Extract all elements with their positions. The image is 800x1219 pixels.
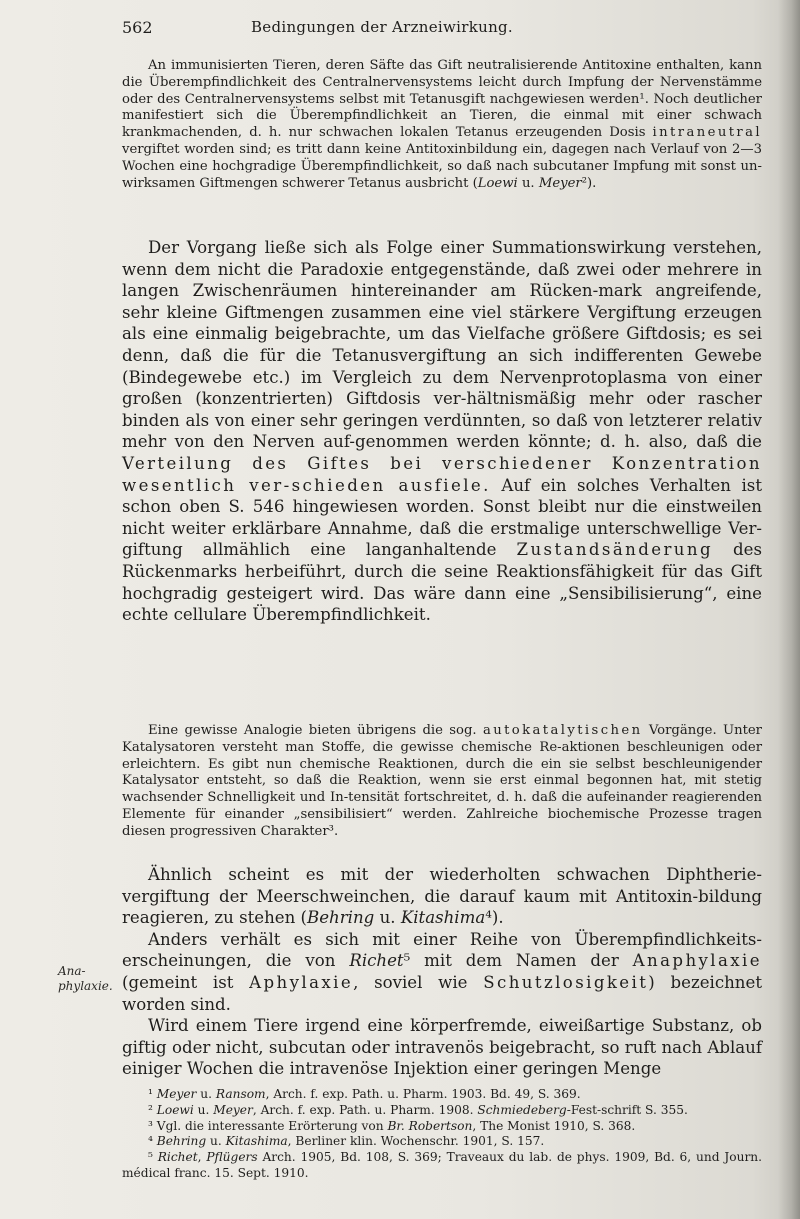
text: ⁵ mit dem Namen der <box>403 951 633 971</box>
text: An immunisierten Tieren, deren Säfte das Gift neutralisierende Antitoxine enthalten, kann die Überempfindlichkeit des Centralnervensystems leicht durch Impfung der Nervenstämme oder des Centralnervensystems selbst mit Tetanusgift nachgewiesen werden¹. Noch deutlicher manifestiert sich die Überempfindlichkeit an Tieren, die einmal mit einer schwach krankmachenden, d. h. nur schwachen lokalen Tetanus erzeugenden Dosis <box>122 58 762 141</box>
spaced-term: intraneutral <box>652 125 762 141</box>
author-name: Kitashima <box>225 1134 288 1149</box>
paragraph-autokatalyse <box>122 723 762 841</box>
text: , Berliner klin. Wochenschr. 1901, S. 157. <box>287 1134 545 1149</box>
text: ⁴). <box>485 908 504 928</box>
text: (gemeint ist <box>122 972 250 992</box>
author-name: Kitashima <box>400 908 486 928</box>
paragraph-diphtherie <box>122 864 762 1080</box>
text: , <box>197 1150 207 1165</box>
author-name: Pflügers <box>206 1150 258 1165</box>
text: -Fest-schrift S. 355. <box>566 1102 688 1117</box>
text: Arch. 1905, Bd. 108, S. 369; Traveaux du lab. de phys. 1909, Bd. 6, und Journ. médical franc. 15. Sept. 1910. <box>122 1150 763 1180</box>
text: u. <box>196 1087 216 1101</box>
footnote-number: ¹ <box>148 1087 153 1101</box>
footnote-2 <box>122 1103 762 1119</box>
spaced-term: autokatalytischen <box>482 723 643 738</box>
page-header <box>122 18 642 40</box>
text: Wird einem Tiere irgend eine körperfremde, eiweißartige Substanz, ob giftig oder nicht, subcutan oder intravenös beigebracht, so ruft nach Ablauf einiger Wochen die intravenöse Injektion einer geringen Menge <box>122 1016 762 1079</box>
text: Vorgänge. Unter Katalysatoren versteht man Stoffe, die gewisse chemische Re-aktionen beschleunigen oder erleichtern. Es gibt nun chemische Reaktionen, durch die ein sie selbst beschleunigender Katalysator entsteht, so daß die Reaktion, wenn sie erst einmal begonnen hat, mit stetig wachsender Schnelligkeit und In-tensität fortschreitet, d. h. daß die aufeinander reagierenden Elemente für einander „sensibilisiert“ werden. Zahlreiche biochemische Prozesse tragen diesen progressiven Charakter³. <box>122 723 762 839</box>
paragraph-immunisierte-tiere <box>122 58 762 192</box>
text: , Arch. f. exp. Path. u. Pharm. 1908. <box>252 1102 478 1117</box>
footnote-1 <box>122 1087 762 1103</box>
text: des Rückenmarks herbeiführt, durch die seine Reaktionsfähigkeit für das Gift hochgradig gesteigert wird. Das wäre dann eine „Sensibilisierung“, eine echte cellulare Überempfindlichkeit. <box>122 540 763 625</box>
spaced-term: Anaphylaxie <box>632 951 762 971</box>
text: u. <box>517 175 539 191</box>
author-name: Meyer <box>156 1087 197 1101</box>
text: u. <box>374 908 401 928</box>
author-name: Br. Robertson <box>387 1118 473 1133</box>
author-name: Behring <box>156 1134 207 1149</box>
text: Ähnlich scheint es mit der wiederholten schwachen Diphtherie-vergiftung der Meerschweinchen, die darauf kaum mit Antitoxin-bildung reagieren, zu stehen ( <box>122 865 762 928</box>
page-number: 562 <box>122 18 153 37</box>
spaced-emphasis: Verteilung des Giftes bei verschiedener Konzentration wesentlich ver-schieden ausfiele. <box>122 453 762 495</box>
footnote-number: ³ <box>148 1118 153 1133</box>
text: Eine gewisse Analogie bieten übrigens die sog. <box>148 723 483 738</box>
text: u. <box>206 1134 226 1149</box>
author-name: Meyer <box>538 175 582 191</box>
spaced-term: Schutzlosigkeit <box>483 972 649 992</box>
text: ²). <box>581 175 597 191</box>
author-name: Richet <box>157 1150 198 1165</box>
footnotes <box>122 1087 762 1182</box>
author-name: Richet <box>349 951 404 971</box>
footnote-3 <box>122 1119 762 1135</box>
footnote-number: ⁵ <box>148 1150 153 1165</box>
text: , The Monist 1910, S. 368. <box>472 1118 636 1133</box>
text: vergiftet worden sind; es tritt dann keine Antitoxinbildung ein, dagegen nach Verlauf von 2—3 Wochen eine hochgradige Überempfindlichkeit, so daß nach subcutaner Impfung mit sonst un-wirksamen Giftmengen schwerer Tetanus ausbricht ( <box>122 141 762 191</box>
margin-note: Ana-phylaxie. <box>58 964 113 993</box>
text: , soviel wie <box>353 972 484 992</box>
text: ) bezeichnet worden sind. <box>122 972 762 1014</box>
author-name: Meyer <box>213 1102 253 1117</box>
running-title: Bedingungen der Arzneiwirkung. <box>250 18 514 36</box>
footnote-5 <box>122 1150 762 1182</box>
footnote-number: ⁴ <box>148 1134 153 1149</box>
text: u. <box>193 1102 214 1117</box>
footnote-number: ² <box>148 1102 153 1117</box>
author-name: Ransom <box>215 1087 266 1101</box>
text: , Arch. f. exp. Path. u. Pharm. 1903. Bd. 49, S. 369. <box>265 1087 581 1101</box>
page-edge-shadow <box>778 0 800 1219</box>
author-name: Behring <box>307 908 375 928</box>
text: Auf ein solches Verhalten ist schon oben S. 546 hingewiesen worden. Sonst bleibt nur die einstweilen nicht weiter erklärbare Annahme, daß die erstmalige unterschwellige Ver-giftung allmählich eine langanhaltende <box>122 475 762 560</box>
paragraph-summationswirkung <box>122 237 762 626</box>
footnote-4 <box>122 1134 762 1150</box>
text: Der Vorgang ließe sich als Folge einer Summationswirkung verstehen, wenn dem nicht die Paradoxie entgegenstände, daß zwei oder mehrere in langen Zwischenräumen hintereinander am Rücken-mark angreifende, sehr kleine Giftmengen zusammen eine viel stärkere Vergiftung erzeugen als eine einmalig beigebrachte, um das Vielfache größere Giftdosis; es sei denn, daß die für die Tetanusvergiftung an sich indifferenten Gewebe (Bindegewebe etc.) im Vergleich zu dem Nervenprotoplasma von einer großen (konzentrierten) Giftdosis ver-hältnismäßig mehr oder rascher binden als von einer sehr geringen verdünnten, so daß von letzterer relativ mehr von den Nerven auf-genommen werden könnte; d. h. also, daß die <box>122 238 762 452</box>
text: Anders verhält es sich mit einer Reihe von Überempfindlichkeits-erscheinungen, die von <box>122 929 762 971</box>
text: Vgl. die interessante Erörterung von <box>156 1118 388 1133</box>
author-name: Loewi <box>156 1102 194 1117</box>
author-name: Schmiedeberg <box>477 1102 567 1117</box>
spaced-term: Aphylaxie <box>249 972 354 992</box>
spaced-term: Zustandsänderung <box>516 540 714 560</box>
author-name: Loewi <box>477 175 518 191</box>
